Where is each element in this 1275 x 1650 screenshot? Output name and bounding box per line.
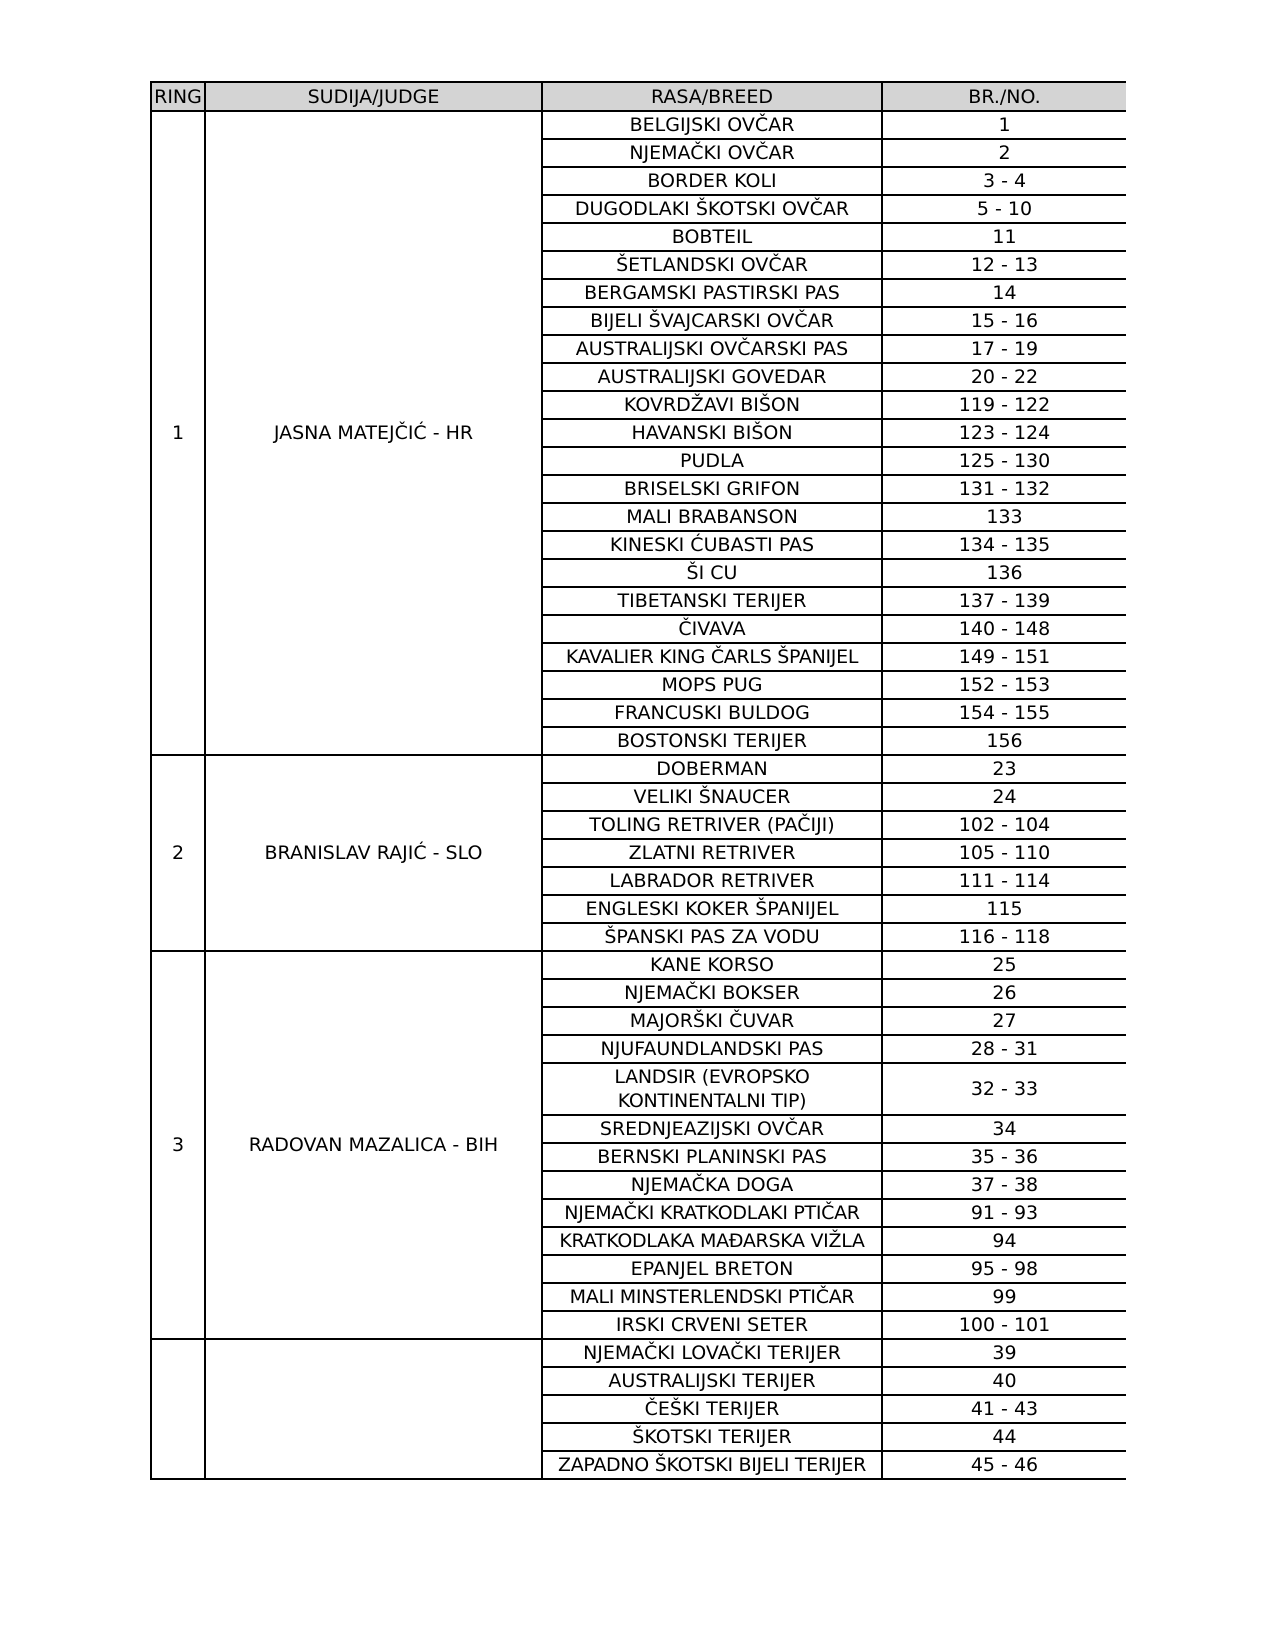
number-cell: 134 - 135 — [882, 531, 1126, 559]
breed-cell: KOVRDŽAVI BIŠON — [542, 391, 882, 419]
breed-cell: ŠI CU — [542, 559, 882, 587]
table-row — [151, 755, 1126, 783]
header-judge: SUDIJA/JUDGE — [205, 82, 542, 111]
number-cell: 39 — [882, 1339, 1126, 1367]
table-row — [151, 951, 1126, 979]
ring-number: 2 — [151, 755, 205, 951]
breed-cell: NJEMAČKI LOVAČKI TERIJER — [542, 1339, 882, 1367]
number-cell: 156 — [882, 727, 1126, 755]
breed-cell: KAVALIER KING ČARLS ŠPANIJEL — [542, 643, 882, 671]
breed-cell: IRSKI CRVENI SETER — [542, 1311, 882, 1339]
number-cell: 23 — [882, 755, 1126, 783]
number-cell: 11 — [882, 223, 1126, 251]
breed-cell: KANE KORSO — [542, 951, 882, 979]
number-cell: 154 - 155 — [882, 699, 1126, 727]
number-cell: 123 - 124 — [882, 419, 1126, 447]
number-cell: 17 - 19 — [882, 335, 1126, 363]
number-cell: 25 — [882, 951, 1126, 979]
breed-cell: BRISELSKI GRIFON — [542, 475, 882, 503]
breed-cell: ŠKOTSKI TERIJER — [542, 1423, 882, 1451]
breed-cell: LANDSIR (EVROPSKO KONTINENTALNI TIP) — [542, 1063, 882, 1115]
breed-cell: DOBERMAN — [542, 755, 882, 783]
breed-cell: ŠETLANDSKI OVČAR — [542, 251, 882, 279]
breed-cell: BELGIJSKI OVČAR — [542, 111, 882, 139]
breed-cell: BIJELI ŠVAJCARSKI OVČAR — [542, 307, 882, 335]
number-cell: 26 — [882, 979, 1126, 1007]
number-cell: 45 - 46 — [882, 1451, 1126, 1479]
number-cell: 15 - 16 — [882, 307, 1126, 335]
number-cell: 12 - 13 — [882, 251, 1126, 279]
number-cell: 115 — [882, 895, 1126, 923]
breed-cell: KINESKI ĆUBASTI PAS — [542, 531, 882, 559]
ring-number: 1 — [151, 111, 205, 755]
breed-cell: MOPS PUG — [542, 671, 882, 699]
header-breed: RASA/BREED — [542, 82, 882, 111]
number-cell: 137 - 139 — [882, 587, 1126, 615]
breed-cell: SREDNJEAZIJSKI OVČAR — [542, 1115, 882, 1143]
number-cell: 152 - 153 — [882, 671, 1126, 699]
breed-cell: PUDLA — [542, 447, 882, 475]
number-cell: 91 - 93 — [882, 1199, 1126, 1227]
number-cell: 2 — [882, 139, 1126, 167]
breed-cell: NJUFAUNDLANDSKI PAS — [542, 1035, 882, 1063]
number-cell: 125 - 130 — [882, 447, 1126, 475]
breed-cell: MALI MINSTERLENDSKI PTIČAR — [542, 1283, 882, 1311]
number-cell: 28 - 31 — [882, 1035, 1126, 1063]
breed-cell: VELIKI ŠNAUCER — [542, 783, 882, 811]
number-cell: 102 - 104 — [882, 811, 1126, 839]
number-cell: 111 - 114 — [882, 867, 1126, 895]
number-cell: 34 — [882, 1115, 1126, 1143]
header-row — [151, 82, 1126, 111]
number-cell: 94 — [882, 1227, 1126, 1255]
number-cell: 44 — [882, 1423, 1126, 1451]
number-cell: 14 — [882, 279, 1126, 307]
breed-cell: ZAPADNO ŠKOTSKI BIJELI TERIJER — [542, 1451, 882, 1479]
table-row — [151, 111, 1126, 139]
breed-cell: BORDER KOLI — [542, 167, 882, 195]
number-cell: 95 - 98 — [882, 1255, 1126, 1283]
number-cell: 105 - 110 — [882, 839, 1126, 867]
schedule-table — [150, 81, 1126, 1480]
breed-cell: BOSTONSKI TERIJER — [542, 727, 882, 755]
breed-cell: BERNSKI PLANINSKI PAS — [542, 1143, 882, 1171]
number-cell: 41 - 43 — [882, 1395, 1126, 1423]
breed-cell: ŠPANSKI PAS ZA VODU — [542, 923, 882, 951]
breed-cell: NJEMAČKI KRATKODLAKI PTIČAR — [542, 1199, 882, 1227]
number-cell: 37 - 38 — [882, 1171, 1126, 1199]
breed-cell: AUSTRALIJSKI TERIJER — [542, 1367, 882, 1395]
number-cell: 131 - 132 — [882, 475, 1126, 503]
breed-cell: TIBETANSKI TERIJER — [542, 587, 882, 615]
ring-number: 3 — [151, 951, 205, 1339]
judge-name: BRANISLAV RAJIĆ - SLO — [205, 755, 542, 951]
breed-cell: EPANJEL BRETON — [542, 1255, 882, 1283]
number-cell: 99 — [882, 1283, 1126, 1311]
number-cell: 140 - 148 — [882, 615, 1126, 643]
breed-cell: AUSTRALIJSKI GOVEDAR — [542, 363, 882, 391]
number-cell: 116 - 118 — [882, 923, 1126, 951]
number-cell: 3 - 4 — [882, 167, 1126, 195]
breed-cell: ČEŠKI TERIJER — [542, 1395, 882, 1423]
breed-cell: BERGAMSKI PASTIRSKI PAS — [542, 279, 882, 307]
number-cell: 40 — [882, 1367, 1126, 1395]
breed-cell: MAJORŠKI ČUVAR — [542, 1007, 882, 1035]
number-cell: 136 — [882, 559, 1126, 587]
judge-name: RADOVAN MAZALICA - BIH — [205, 951, 542, 1339]
header-ring: RING — [151, 82, 205, 111]
breed-cell: BOBTEIL — [542, 223, 882, 251]
judge-name: JASNA MATEJČIĆ - HR — [205, 111, 542, 755]
breed-cell: NJEMAČKA DOGA — [542, 1171, 882, 1199]
number-cell: 27 — [882, 1007, 1126, 1035]
breed-cell: MALI BRABANSON — [542, 503, 882, 531]
breed-cell: DUGODLAKI ŠKOTSKI OVČAR — [542, 195, 882, 223]
breed-cell: HAVANSKI BIŠON — [542, 419, 882, 447]
number-cell: 32 - 33 — [882, 1063, 1126, 1115]
number-cell: 24 — [882, 783, 1126, 811]
breed-cell: ENGLESKI KOKER ŠPANIJEL — [542, 895, 882, 923]
breed-cell: NJEMAČKI OVČAR — [542, 139, 882, 167]
judging-schedule — [150, 81, 1126, 1567]
breed-cell: TOLING RETRIVER (PAČIJI) — [542, 811, 882, 839]
number-cell: 133 — [882, 503, 1126, 531]
number-cell: 149 - 151 — [882, 643, 1126, 671]
ring-number — [151, 1339, 205, 1479]
breed-cell: AUSTRALIJSKI OVČARSKI PAS — [542, 335, 882, 363]
number-cell: 35 - 36 — [882, 1143, 1126, 1171]
table-row — [151, 1339, 1126, 1367]
breed-cell: NJEMAČKI BOKSER — [542, 979, 882, 1007]
number-cell: 5 - 10 — [882, 195, 1126, 223]
breed-cell: FRANCUSKI BULDOG — [542, 699, 882, 727]
number-cell: 100 - 101 — [882, 1311, 1126, 1339]
number-cell: 119 - 122 — [882, 391, 1126, 419]
header-number: BR./NO. — [882, 82, 1126, 111]
breed-cell: ZLATNI RETRIVER — [542, 839, 882, 867]
breed-cell: LABRADOR RETRIVER — [542, 867, 882, 895]
breed-cell: ČIVAVA — [542, 615, 882, 643]
number-cell: 1 — [882, 111, 1126, 139]
breed-cell: KRATKODLAKA MAĐARSKA VIŽLA — [542, 1227, 882, 1255]
judge-name — [205, 1339, 542, 1479]
number-cell: 20 - 22 — [882, 363, 1126, 391]
